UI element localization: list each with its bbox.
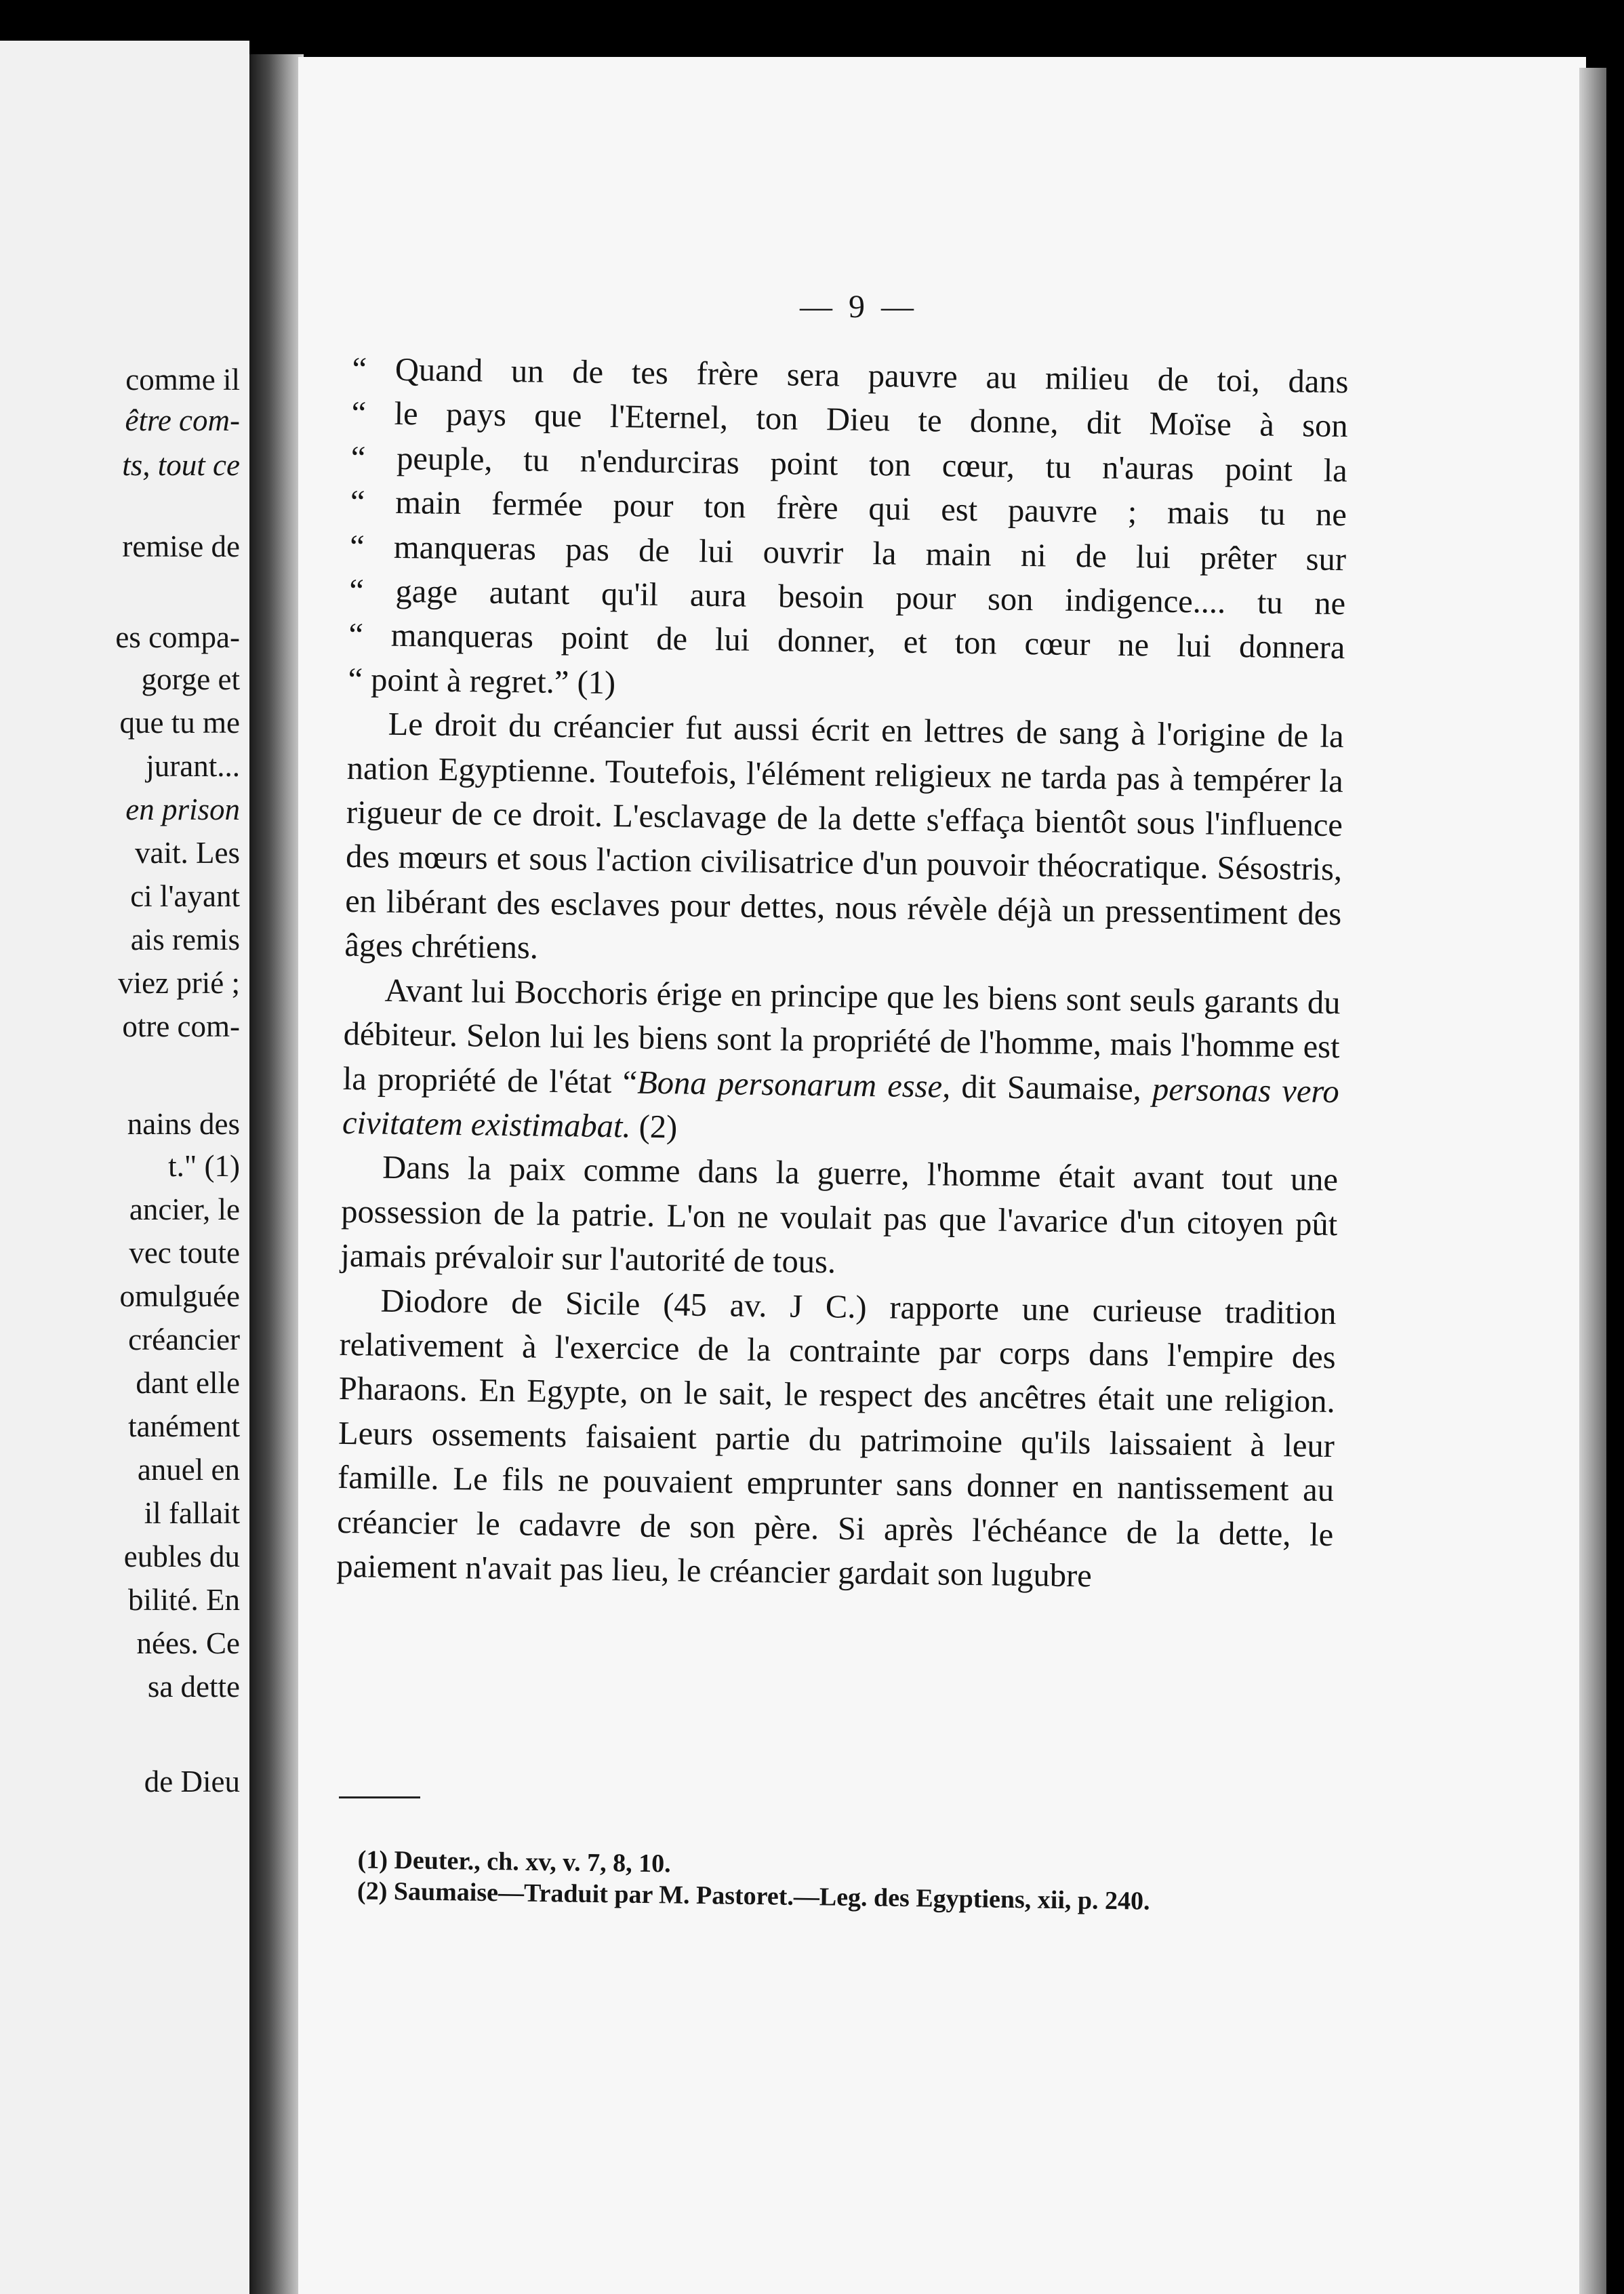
paragraph-bocchoris [342,968,1341,1159]
left-page-line-fragment: es compa- [115,620,240,654]
left-page-line-fragment: bilité. En [128,1583,240,1617]
left-page-line-fragment: nées. Ce [136,1626,240,1660]
quote-line: “ manqueras pas de lui ouvrir la main ni de lui prêter sur [349,528,1347,578]
main-text-block [336,347,1349,1601]
left-page-line-fragment: omulguée [119,1279,240,1313]
left-page-line-fragment: de Dieu [144,1765,240,1798]
footnote-2: (2) Saumaise—Traduit par M. Pastoret.—Leg. des Egyptiens, xii, p. 240. [357,1876,1150,1916]
left-page-line-fragment: eubles du [123,1540,240,1573]
left-page-line-fragment: ais remis [130,923,240,957]
quote-line: “ Quand un de tes frère sera pauvre au milieu de toi, dans [352,350,1349,401]
paragraph-patrie: Dans la paix comme dans la guerre, l'homme était avant tout une possession de la patrie. L'on ne voulait pas que l'avarice d'un citoyen pût jamais prévaloir sur l'autorité de tous. [340,1149,1339,1281]
left-page-line-fragment: comme il [125,363,240,397]
left-page-line-fragment: anuel en [137,1453,240,1487]
left-page-line-fragment: ci l'ayant [130,879,240,913]
left-page-line-fragment: sa dette [147,1670,240,1704]
footnote-separator [339,1796,420,1798]
left-facing-page [0,41,249,2294]
left-page-line-fragment: nains des [127,1107,240,1141]
page-number: — 9 — [800,289,918,325]
left-page-line-fragment: tanément [128,1409,240,1443]
paragraph-text: Avant lui Bocchoris érige en principe que les biens sont seuls garants du débiteur. Selon lui les biens sont la propriété de l'homme, mais l'homme est la propriété de l'état “ [342,972,1341,1101]
quote-line: “ gage autant qu'il aura besoin pour son indigence.... tu ne [348,573,1346,622]
book-gutter-shadow [249,54,304,2294]
left-page-line-fragment: ts, tout ce [122,448,240,482]
left-page-line-fragment: ancier, le [129,1192,240,1226]
footnote-1: (1) Deuter., ch. xv, v. 7, 8, 10. [357,1845,671,1878]
paragraph-egyptian-creditor: Le droit du créancier fut aussi écrit en lettres de sang à l'origine de la nation Egyptienne. Toutefois, l'élément religieux ne tarda pas à tempérer la rigueur de ce droit. L'esclavage de la dette s'effaça bientôt sous l'influence des mœurs et sous l'action civilisatrice d'un pouvoir théocratique. Sésostris, en libérant des esclaves pour dettes, nous révèle déjà un pressentiment des âges chrétiens. [344,706,1344,966]
left-page-line-fragment: t." (1) [168,1149,240,1183]
page-edge-shadow [1579,68,1606,2294]
left-page-line-fragment: il fallait [144,1496,240,1530]
left-page-line-fragment: être com- [125,403,240,437]
left-page-line-fragment: vec toute [129,1236,240,1270]
latin-quote: Bona personarum esse, [636,1064,951,1105]
left-page-line-fragment: otre com- [122,1009,240,1043]
latin-quote: personas vero civitatem existimabat. [342,1071,1340,1145]
left-page-line-fragment: gorge et [141,662,240,696]
left-page-line-fragment: créancier [128,1323,240,1356]
left-page-line-fragment: dant elle [136,1366,240,1400]
quote-line: “ peuple, tu n'endurciras point ton cœur, tu n'auras point la [350,439,1348,489]
left-page-line-fragment: que tu me [119,706,240,740]
footnotes [333,1844,1310,1919]
quote-line: “ le pays que l'Eternel, ton Dieu te donne, dit Moïse à son [351,395,1348,445]
footnote-ref: (2) [630,1108,678,1146]
paragraph-diodore: Diodore de Sicile (45 av. J C.) rapporte une curieuse tradition relativement à l'exercice de la contrainte par corps dans l'empire des Pharaons. En Egypte, on le sait, le respect des ancêtres était une religion. Leurs ossements faisaient partie du patrimoine qu'ils laissaient à leur famille. Le fils ne pouvaient emprunter sans donner en nantissement au créancier le cadavre de son père. Si après l'échéance de la dette, le paiement n'avait pas lieu, le créancier gardait son lugubre [336,1283,1337,1594]
quote-line: “ main fermée pour ton frère qui est pauvre ; mais tu ne [350,484,1347,534]
left-page-line-fragment: remise de [122,529,240,563]
quote-line: “ point à regret.” (1) [348,661,616,701]
left-page-line-fragment: jurant... [146,749,240,783]
quote-line: “ manqueras point de lui donner, et ton cœur ne lui donnera [348,617,1345,666]
left-page-line-fragment: viez prié ; [118,966,240,1000]
left-page-line-fragment: vait. Les [135,836,240,870]
left-page-line-fragment: en prison [125,792,240,826]
paragraph-text: dit Saumaise, [950,1068,1153,1108]
biblical-quote [348,347,1349,715]
